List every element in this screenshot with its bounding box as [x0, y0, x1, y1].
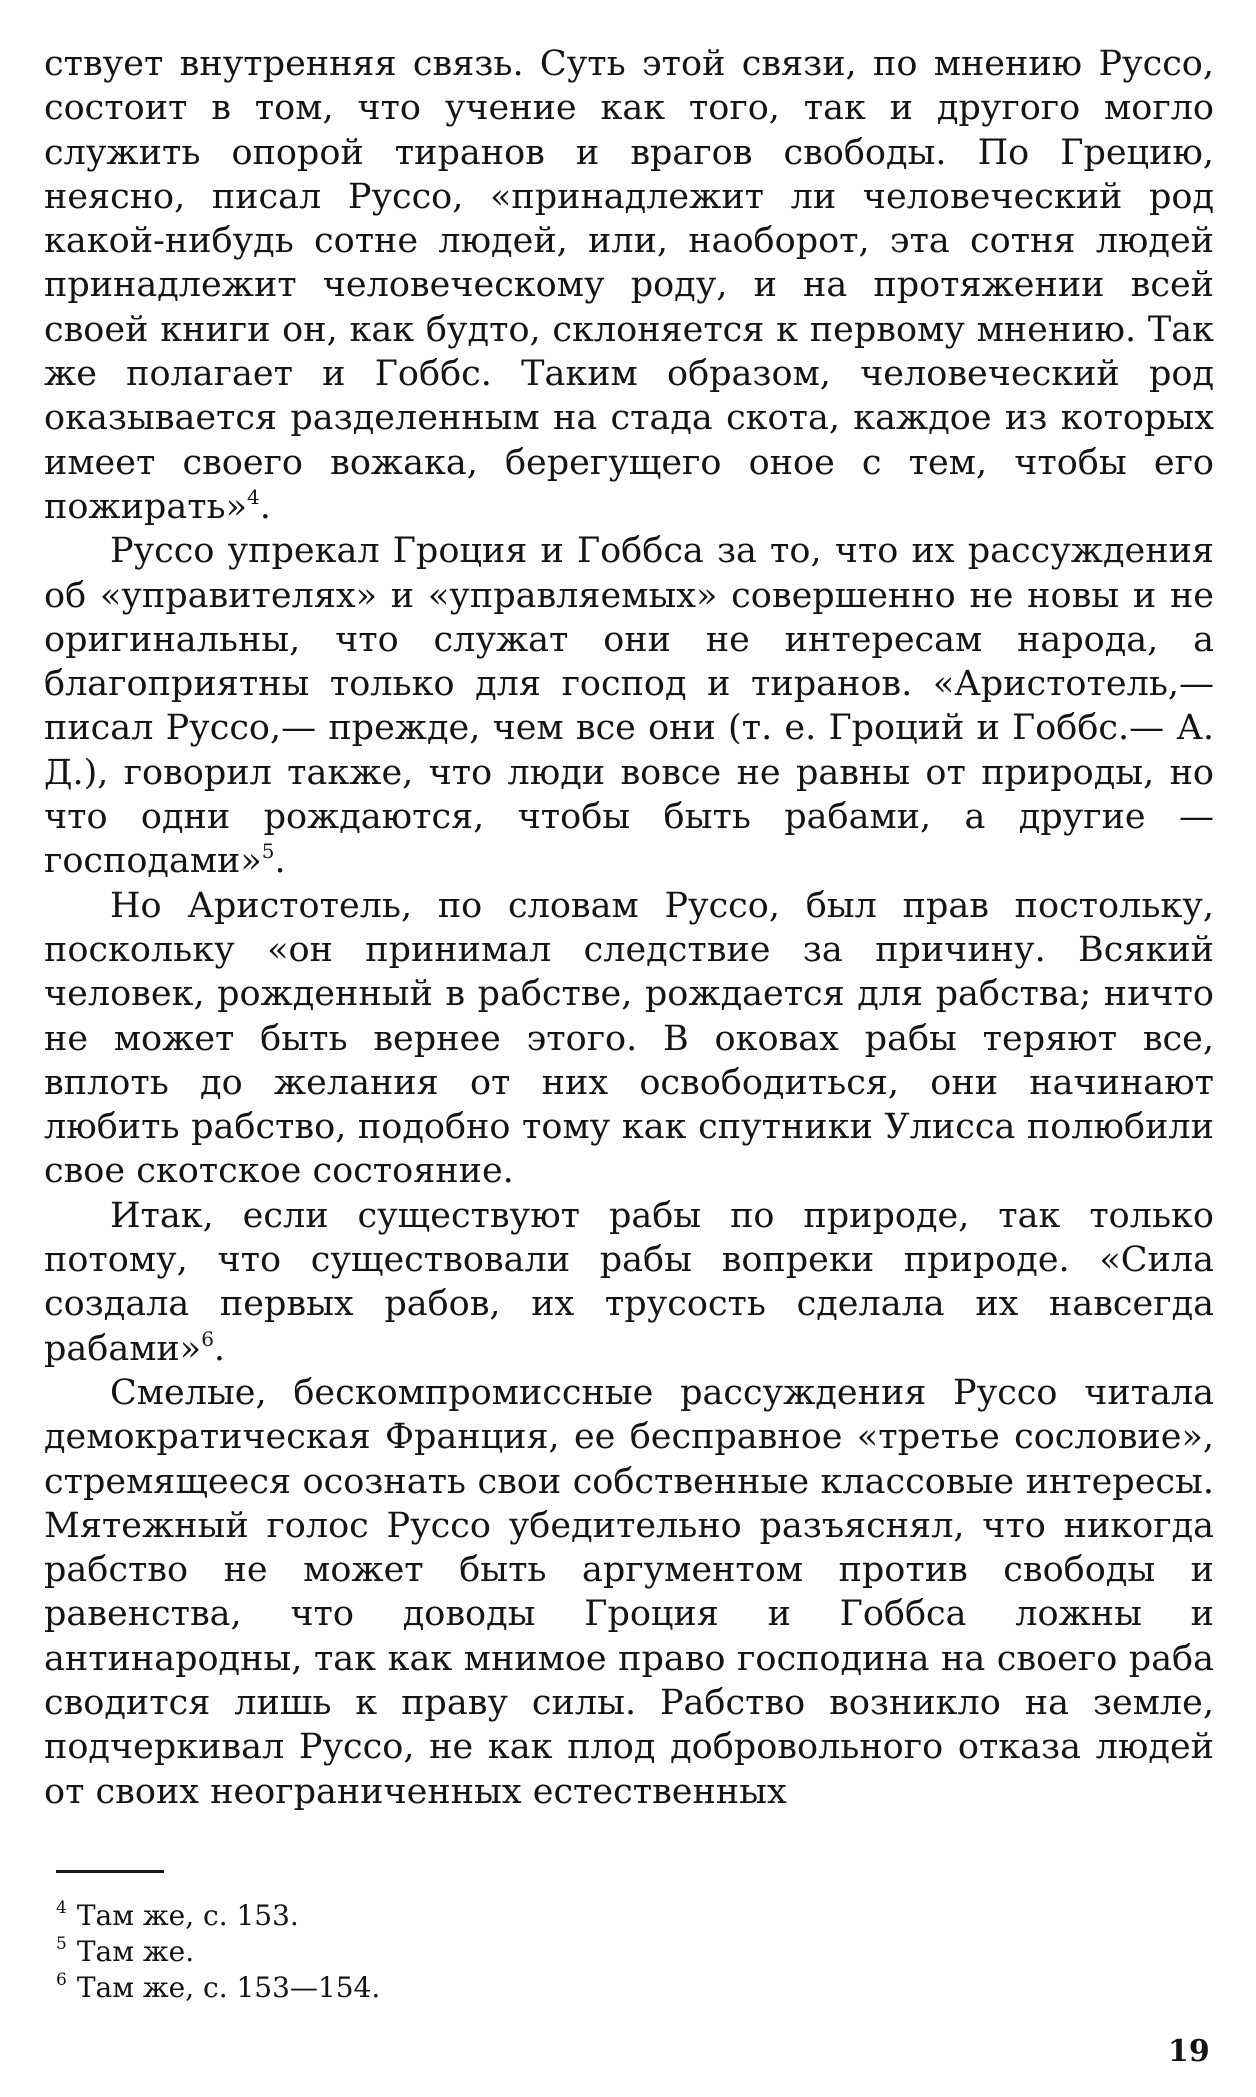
footnotes — [56, 1898, 380, 2006]
paragraph-1: ствует внутренняя связь. Суть этой связи, по мнению Руссо, состоит в том, что учение как того, так и другого могло служить опорой тиранов и врагов свободы. По Грецию, неясно, писал Руссо, «принадлежит ли человеческий род какой-нибудь сотне людей, или, наоборот, эта сотня людей принадлежит человеческому роду, и на протяжении всей своей книги он, как будто, склоняется к первому мнению. Так же полагает и Гоббс. Таким образом, человеческий род оказывается разделенным на стада скота, каждое из которых имеет своего вожака, берегущего оное с тем, чтобы его пожирать»$^4$. — [44, 44, 1214, 527]
main-text — [44, 42, 1214, 1814]
paragraph-5: Смелые, бескомпромиссные рассуждения Руссо читала демократическая Франция, ее бесправное «третье сословие», стремящееся осознать свои собственные классовые интересы. Мятежный голос Руссо убедительно разъяснял, что никогда рабство не может быть аргументом против свободы и равенства, что доводы Гроция и Гоббса ложны и антинародны, так как мнимое право господина на своего раба сводится лишь к праву силы. Рабство возникло на земле, подчеркивал Руссо, не как плод добровольного отказа людей от своих неограниченных естественных — [44, 1372, 1214, 1812]
footnote-ref-6[interactable]: 6 — [201, 1326, 214, 1351]
footnote-4: $^4$ Там же, с. 153. — [56, 1898, 299, 1932]
footnote-5: $^5$ Там же. — [56, 1934, 195, 1968]
footnote-divider — [56, 1870, 164, 1873]
footnote-ref-4[interactable]: 4 — [247, 484, 260, 509]
footnote-ref-5[interactable]: 5 — [261, 839, 275, 864]
paragraph-2: Руссо упрекал Гроция и Гоббса за то, что их рассуждения об «управителях» и «управляемых» совершенно не новы и не оригинальны, что служат они не интересам народа, а благоприятны только для господ и тиранов. «Аристотель,— писал Руссо,— прежде, чем все они (т. е. Гроций и Гоббс.— А. Д.), говорил также, что люди вовсе не равны от природы, но что одни рождаются, чтобы быть рабами, а другие — господами»$^5$. — [44, 531, 1214, 882]
paragraph-3: Но Аристотель, по словам Руссо, был прав постольку, поскольку «он принимал следствие за причину. Всякий человек, рожденный в рабстве, рождается для рабства; ничто не может быть вернее этого. В оковах рабы теряют все, вплоть до желания от них освободиться, они начинают любить рабство, подобно тому как спутники Улисса полюбили свое скотское состояние. — [44, 885, 1214, 1192]
page-number: 19 — [1168, 2034, 1210, 2069]
footnote-6: $^6$ Там же, с. 153—154. — [56, 1970, 381, 2004]
paragraph-4: Итак, если существуют рабы по природе, так только потому, что существовали рабы вопреки природе. «Сила создала первых рабов, их трусость сделала их навсегда рабами»$^6$. — [44, 1195, 1214, 1369]
